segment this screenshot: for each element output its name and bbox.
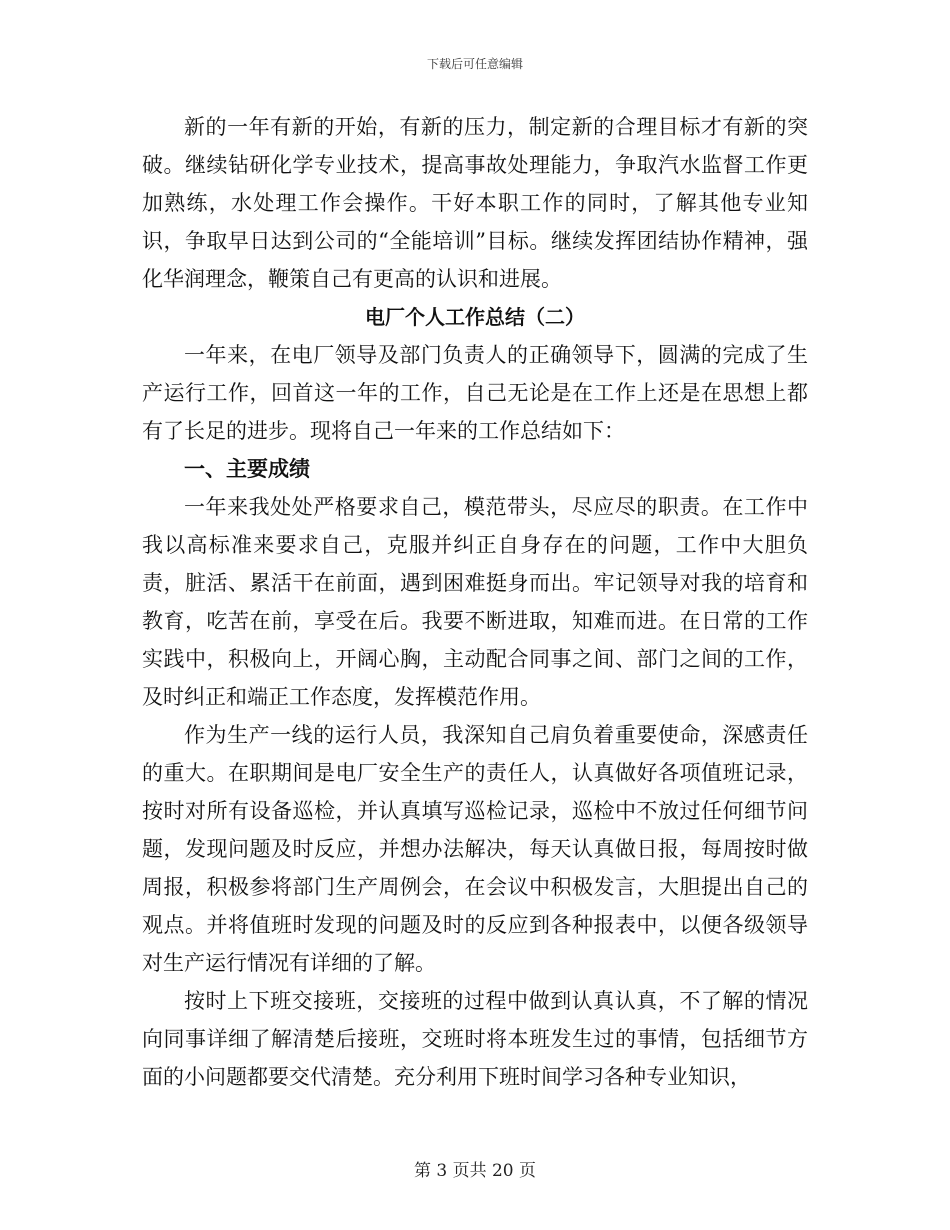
heading-main-achievements: 一、主要成绩 (184, 456, 310, 481)
section-title: 电厂个人工作总结（二） (365, 305, 585, 329)
paragraph-intro: 新的一年有新的开始，有新的压力，制定新的合理目标才有新的突破。继续钻研化学专业技术，提高事故处理能力，争取汽水监督工作更加熟练，水处理工作会操作。干好本职工作的同时，了解其他专业知识，争取早日达到公司的“全能培训”目标。继续发挥团结协作精神，强化华润理念，鞭策自己有更高的认识和进展。 (142, 115, 808, 291)
paragraph-achievements: 一年来我处处严格要求自己，模范带头，尽应尽的职责。在工作中我以高标准来要求自己，克服并纠正自身存在的问题，工作中大胆负责，脏活、累活干在前面，遇到困难挺身而出。牢记领导对我的培育和教育，吃苦在前，享受在后。我要不断进取，知难而进。在日常的工作实践中，积极向上，开阔心胸，主动配合同事之间、部门之间的工作，及时纠正和端正工作态度，发挥模范作用。 (142, 495, 808, 709)
document-body (142, 108, 808, 1096)
paragraph-overview: 一年来，在电厂领导及部门负责人的正确领导下，圆满的完成了生产运行工作，回首这一年的工作，自己无论是在工作上还是在思想上都有了长足的进步。现将自己一年来的工作总结如下： (142, 343, 808, 443)
paragraph-shift-handover: 按时上下班交接班，交接班的过程中做到认真认真，不了解的情况向同事详细了解清楚后接班，交班时将本班发生过的事情，包括细节方面的小问题都要交代清楚。充分利用下班时间学习各种专业知识， (142, 989, 808, 1089)
page-number: 第 3 页共 20 页 (413, 1161, 537, 1181)
paragraph-responsibility: 作为生产一线的运行人员，我深知自己肩负着重要使命，深感责任的重大。在职期间是电厂安全生产的责任人，认真做好各项值班记录，按时对所有设备巡检，并认真填写巡检记录，巡检中不放过任何细节问题，发现问题及时反应，并想办法解决，每天认真做日报，每周按时做周报，积极参将部门生产周例会，在会议中积极发言，大胆提出自己的观点。并将值班时发现的问题及时的反应到各种报表中，以便各级领导对生产运行情况有详细的了解。 (142, 723, 808, 975)
header-note: 下载后可任意编辑 (426, 57, 523, 71)
